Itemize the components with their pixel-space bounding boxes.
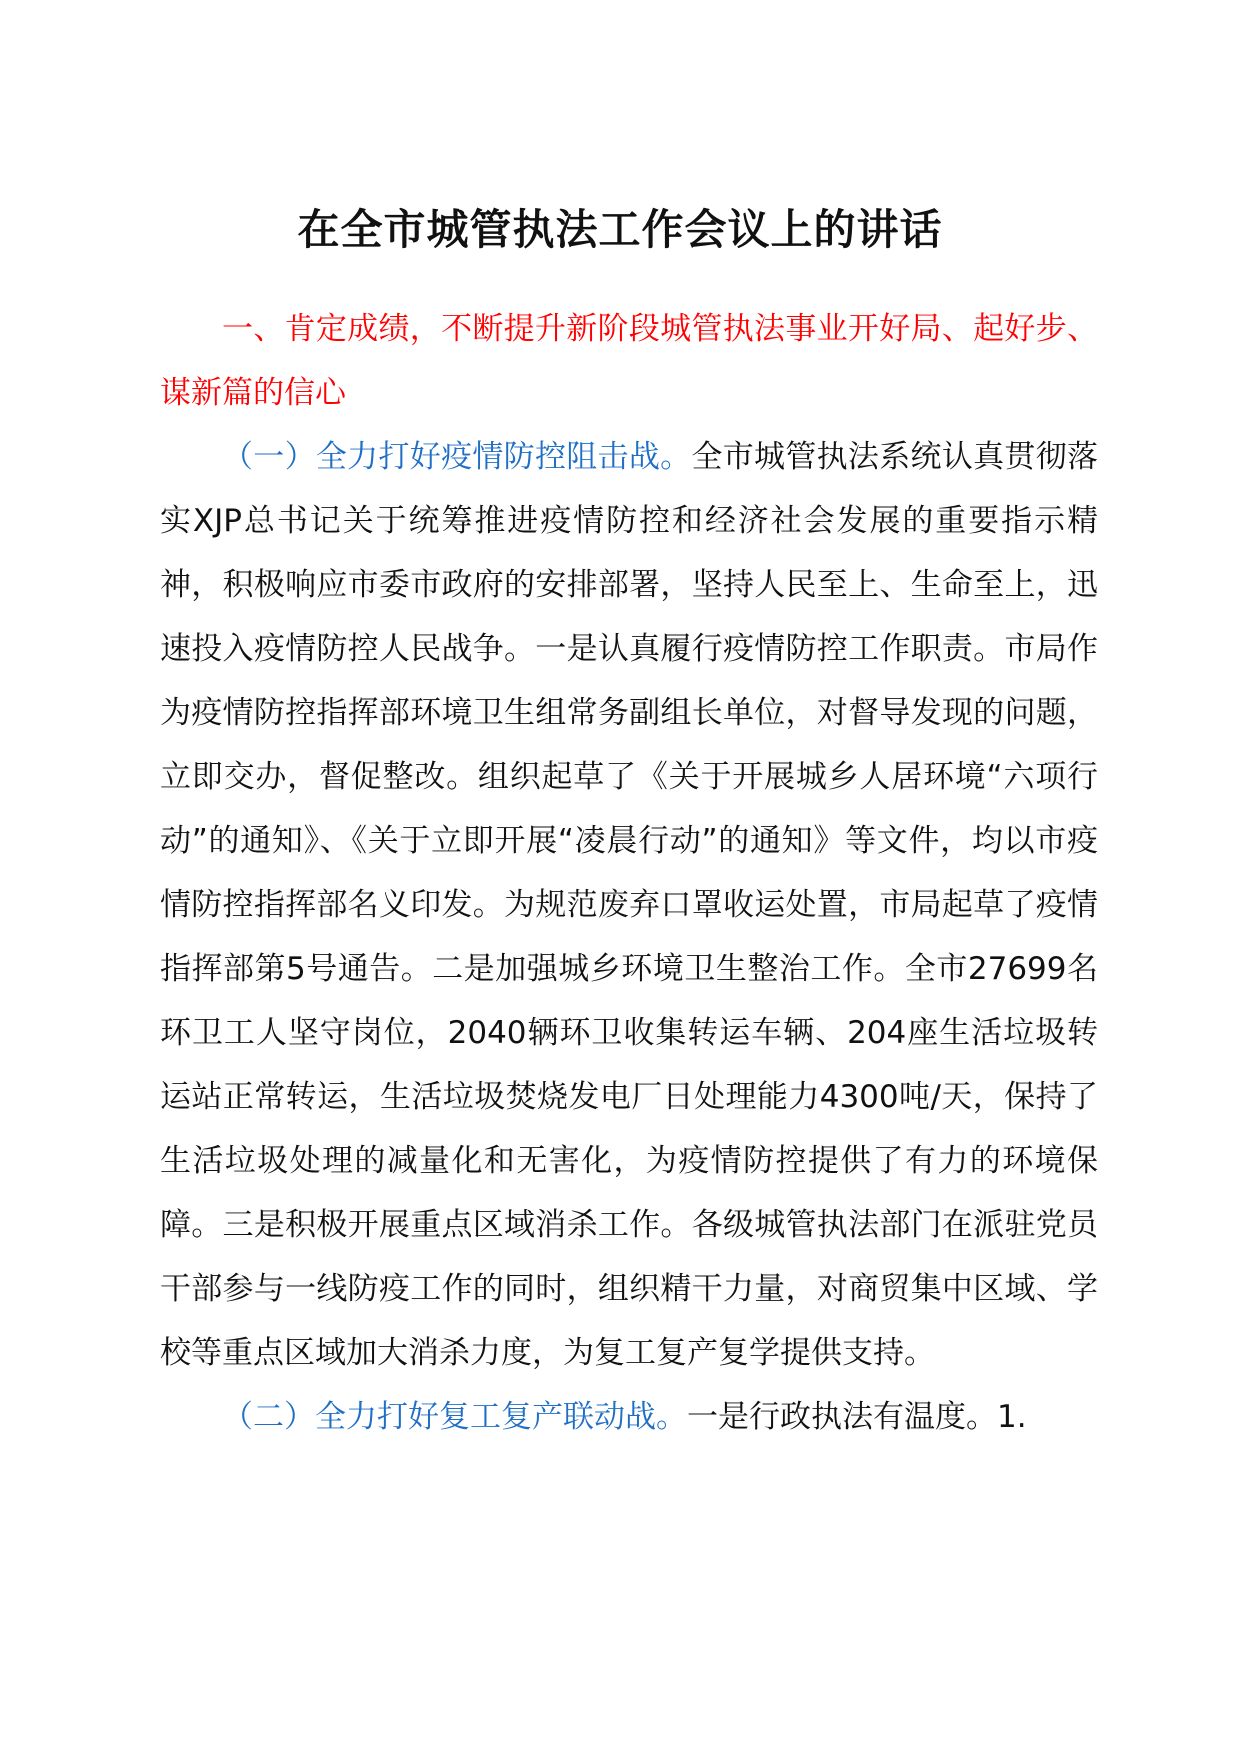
paragraph-2 (160, 1385, 1098, 1449)
paragraph-2-text: 一是行政执法有温度。1. (687, 1399, 1027, 1435)
subheading-2: （二）全力打好复工复产联动战。 (222, 1399, 687, 1435)
section-heading-1: 一、肯定成绩，不断提升新阶段城管执法事业开好局、起好步、谋新篇的信心 (160, 311, 1098, 411)
paragraph-1 (160, 425, 1098, 1385)
paragraph-1-text: 全市城管执法系统认真贯彻落实XJP总书记关于统筹推进疫情防控和经济社会发展的重要指示精神，积极响应市委市政府的安排部署，坚持人民至上、生命至上，迅速投入疫情防控人民战争。一是认真履行疫情防控工作职责。市局作为疫情防控指挥部环境卫生组常务副组长单位，对督导发现的问题，立即交办，督促整改。组织起草了《关于开展城乡人居环境“六项行动”的通知》、《关于立即开展“凌晨行动”的通知》等文件，均以市疫情防控指挥部名义印发。为规范废弃口罩收运处置，市局起草了疫情指挥部第5号通告。二是加强城乡环境卫生整治工作。全市27699名环卫工人坚守岗位，2040辆环卫收集转运车辆、204座生活垃圾转运站正常转运，生活垃圾焚烧发电厂日处理能力4300吨/天，保持了生活垃圾处理的减量化和无害化，为疫情防控提供了有力的环境保障。三是积极开展重点区域消杀工作。各级城管执法部门在派驻党员干部参与一线防疫工作的同时，组织精干力量，对商贸集中区域、学校等重点区域加大消杀力度，为复工复产复学提供支持。 (160, 439, 1099, 1371)
document-body (160, 297, 1098, 1449)
document-title: 在全市城管执法工作会议上的讲话 (297, 205, 943, 254)
subheading-1: （一）全力打好疫情防控阻击战。 (222, 439, 692, 475)
